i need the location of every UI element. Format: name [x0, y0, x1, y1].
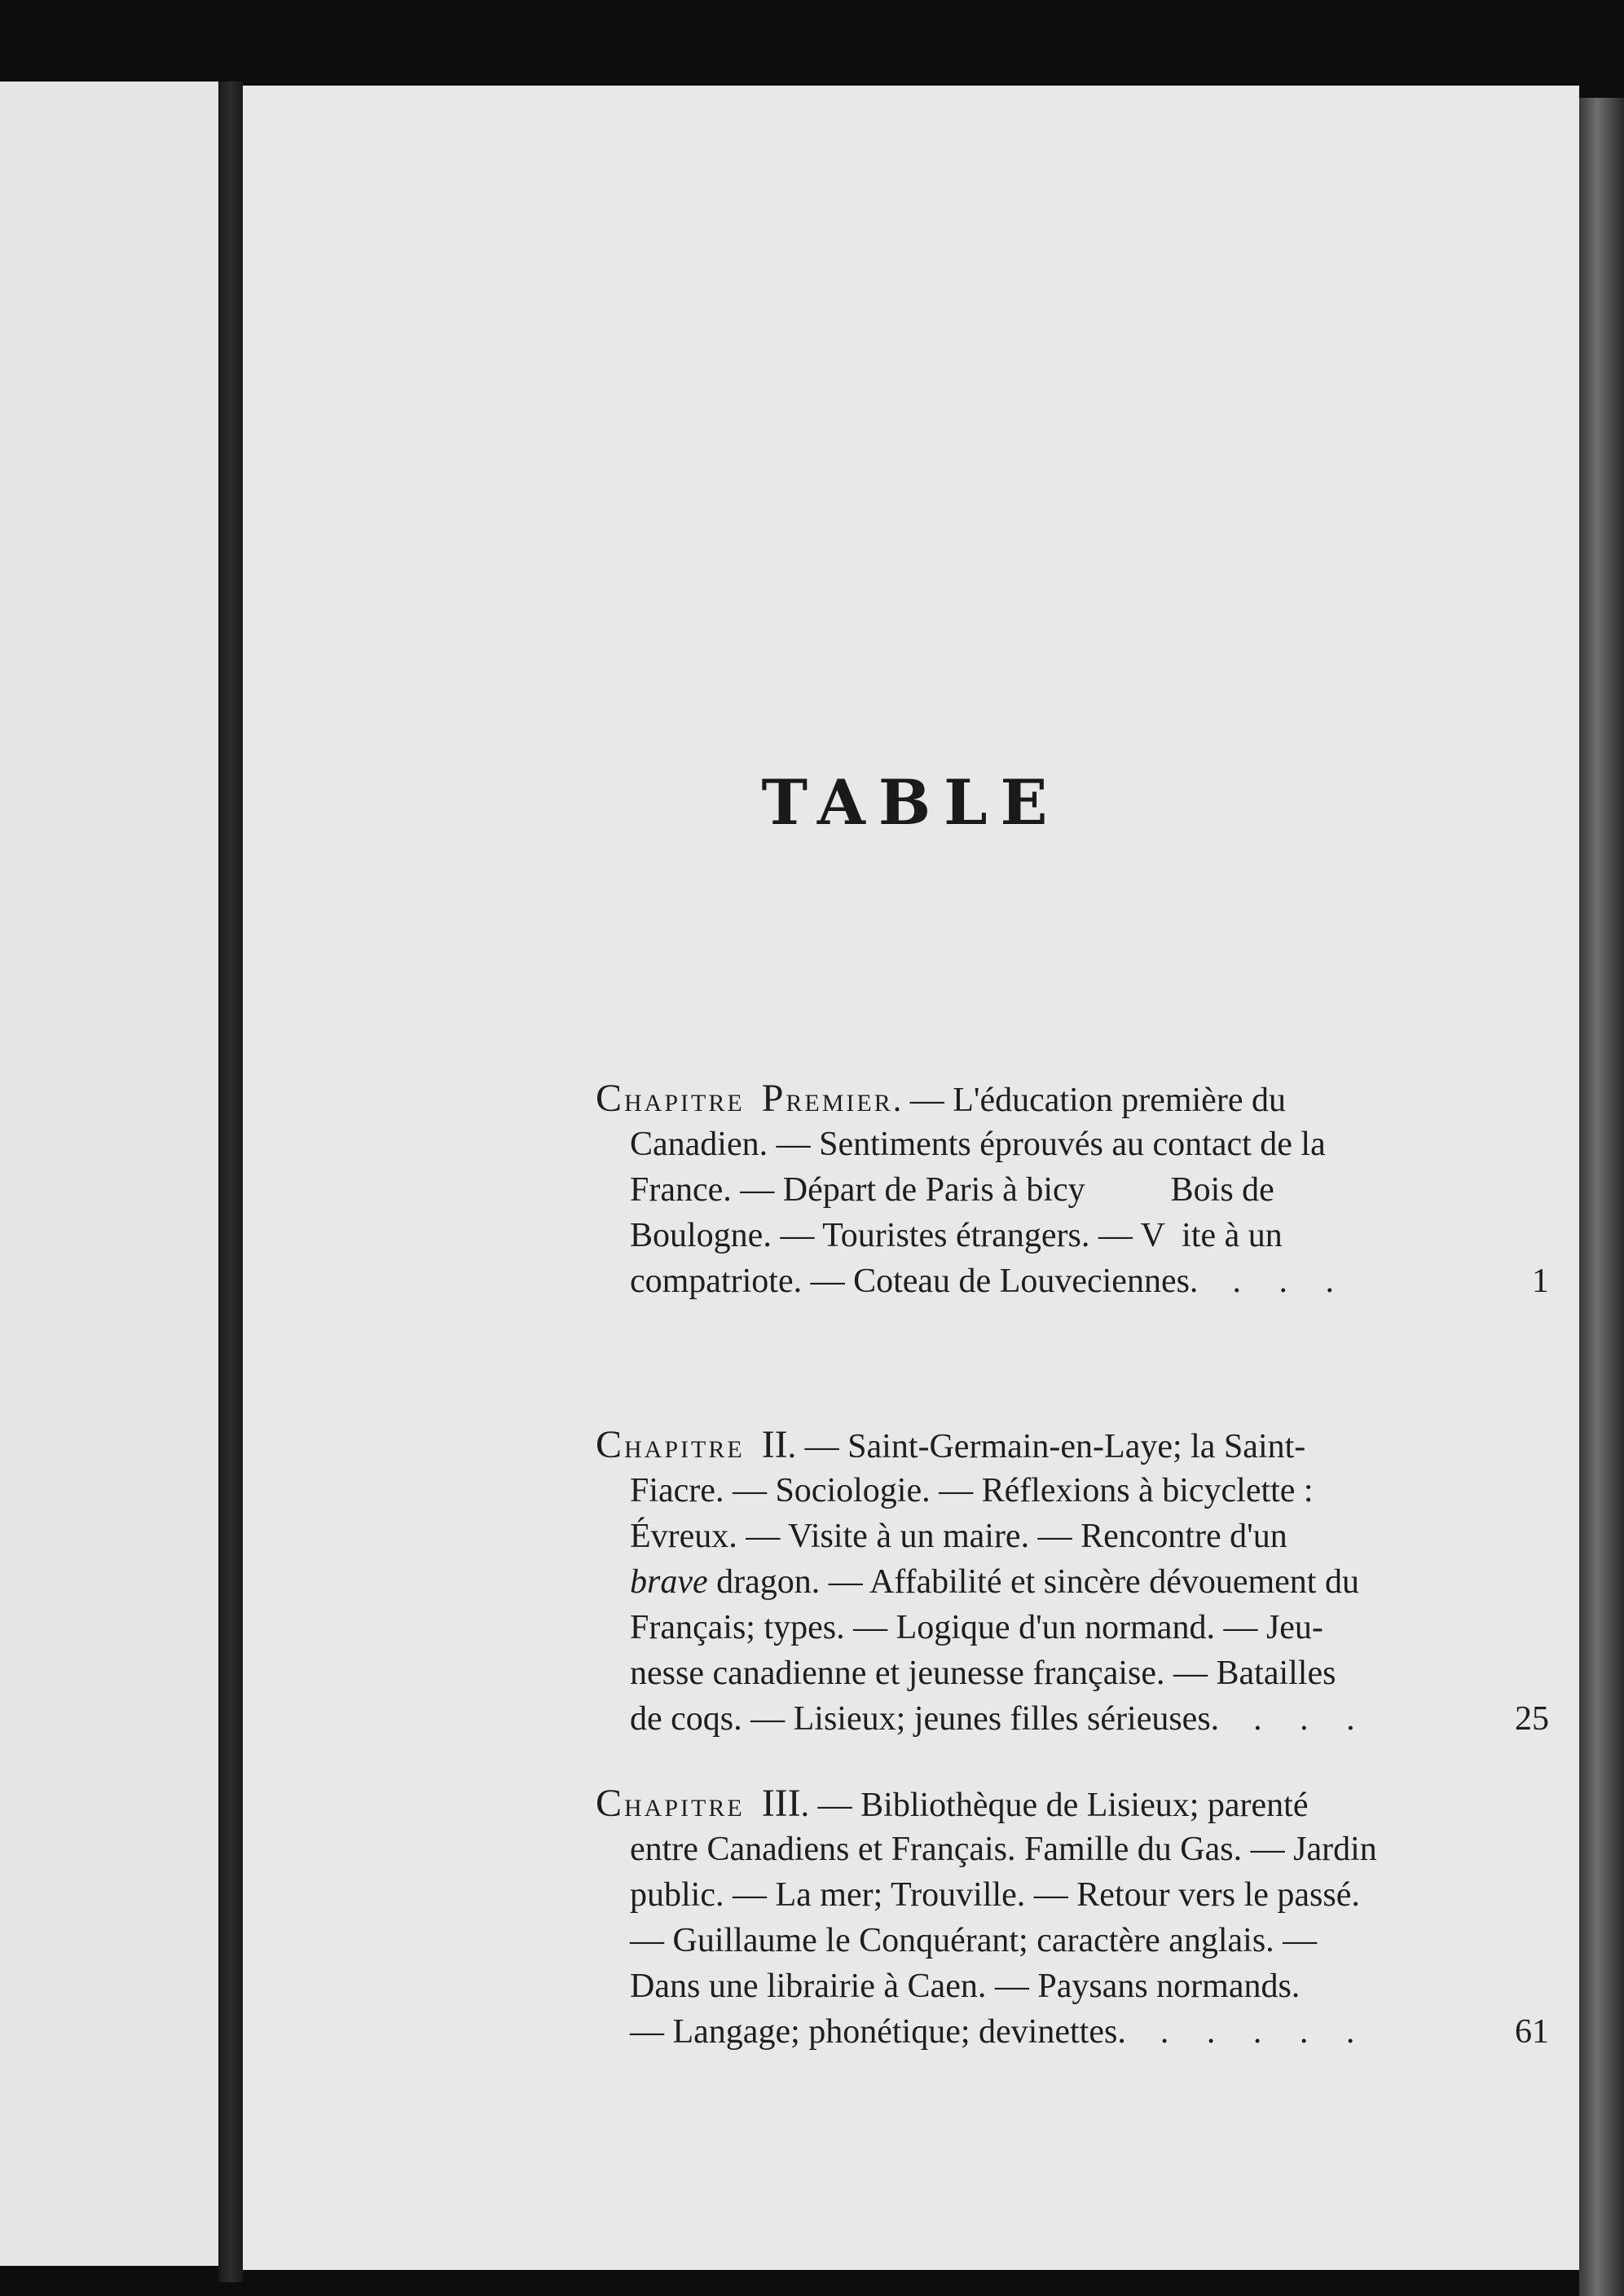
chapter-summary-last-line	[630, 1258, 1349, 1304]
chapter-number: III	[761, 1782, 801, 1825]
chapter-summary-line: nesse canadienne et jeunesse française. — Batailles	[630, 1655, 1336, 1692]
chapter-label-initial: C	[596, 1423, 625, 1466]
chapter-summary-line: Français; types. — Logique d'un normand. — Jeu-	[630, 1609, 1323, 1646]
chapter-summary-text: de coqs. — Lisieux; jeunes filles sérieuses.	[630, 1700, 1220, 1738]
chapter-summary-text: dragon. — Affabilité et sincère dévouement du	[716, 1563, 1359, 1601]
chapter-summary-text: . — Saint-Germain-en-Laye; la Saint-	[787, 1428, 1306, 1465]
dot-leader: . . .	[1232, 1263, 1349, 1300]
chapter-summary-line: Canadien. — Sentiments éprouvés au contact de la	[630, 1126, 1326, 1163]
page-number: 25	[1515, 1700, 1549, 1738]
chapter-summary-line: Dans une librairie à Caen. — Paysans normands.	[630, 1968, 1301, 2005]
chapter-summary-line	[630, 1559, 1359, 1605]
chapter-summary-last-line	[630, 2009, 1369, 2055]
page-title: TABLE	[761, 766, 1061, 839]
chapter-summary-line: — Guillaume le Conquérant; caractère anglais. —	[630, 1922, 1318, 1959]
chapter-number-initial: P	[761, 1077, 786, 1120]
chapter-label-initial: C	[596, 1782, 625, 1825]
chapter-label-rest: HAPITRE	[624, 1795, 745, 1822]
book-gutter	[218, 82, 243, 2282]
chapter-summary-text: . — Bibliothèque de Lisieux; parenté	[800, 1787, 1309, 1824]
toc-entry-heading-line	[596, 1781, 1308, 1827]
chapter-label-rest: HAPITRE	[624, 1090, 745, 1117]
dot-leader: . . .	[1253, 1700, 1370, 1738]
dot-leader: . . . . .	[1160, 2013, 1370, 2051]
toc-entry-heading-line	[596, 1422, 1305, 1468]
page-edge	[1579, 98, 1624, 2296]
chapter-summary-text: . — L'éducation première du	[892, 1082, 1286, 1119]
chapter-number: II	[761, 1423, 788, 1466]
toc-entry-heading-line	[596, 1076, 1286, 1122]
left-page	[0, 82, 218, 2266]
chapter-number-rest: REMIER	[786, 1090, 893, 1117]
chapter-summary-line: entre Canadiens et Français. Famille du Gas. — Jardin	[630, 1831, 1377, 1868]
chapter-summary-line: France. — Départ de Paris à bicy Bois de	[630, 1171, 1274, 1209]
chapter-summary-text: compatriote. — Coteau de Louveciennes.	[630, 1263, 1199, 1300]
chapter-label-rest: HAPITRE	[624, 1436, 745, 1463]
chapter-summary-line: Fiacre. — Sociologie. — Réflexions à bicyclette :	[630, 1472, 1314, 1509]
italic-word: brave	[630, 1563, 708, 1601]
chapter-summary-line: Boulogne. — Touristes étrangers. — V ite à un	[630, 1217, 1283, 1254]
page-number: 1	[1532, 1263, 1549, 1300]
page-number: 61	[1515, 2013, 1549, 2051]
chapter-summary-last-line	[630, 1696, 1370, 1742]
chapter-summary-line: public. — La mer; Trouville. — Retour vers le passé.	[630, 1876, 1360, 1914]
chapter-summary-line: Évreux. — Visite à un maire. — Rencontre d'un	[630, 1518, 1287, 1555]
chapter-summary-text: — Langage; phonétique; devinettes.	[630, 2013, 1126, 2051]
chapter-label-initial: C	[596, 1077, 625, 1120]
table-of-contents-page	[243, 86, 1579, 2270]
